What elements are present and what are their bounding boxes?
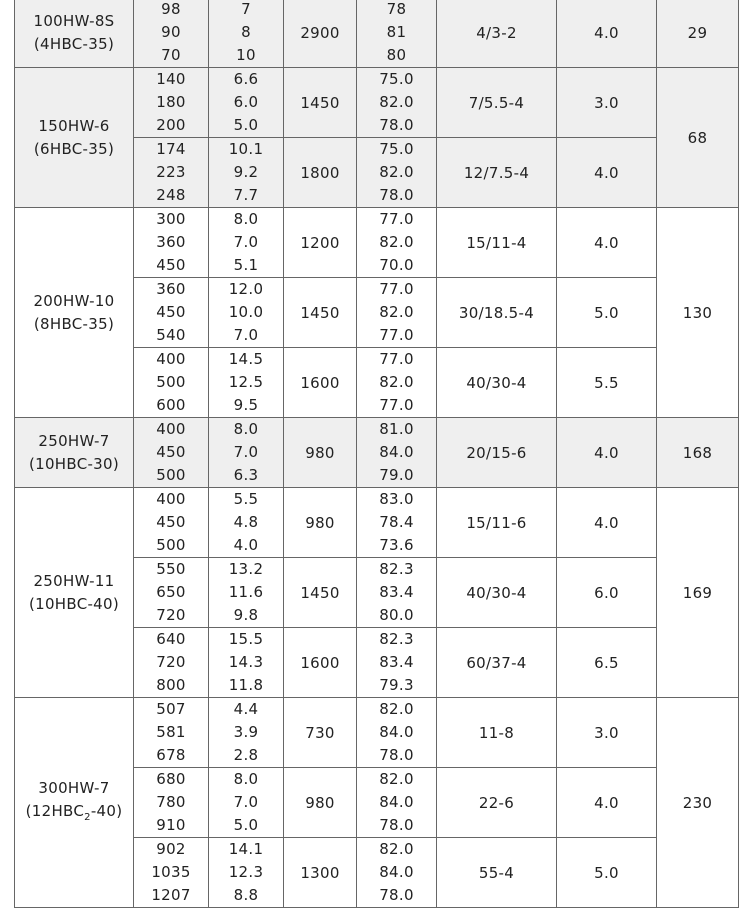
efficiency-cell-value: 79.3 xyxy=(379,676,414,694)
head-cell-value: 6.3 xyxy=(233,466,259,484)
flow-cell-value: 500 xyxy=(156,536,186,554)
motor-power-cell: 30/18.5-4 xyxy=(437,278,557,348)
efficiency-cell-value: 75.0 xyxy=(379,70,414,88)
table-row xyxy=(15,698,739,768)
efficiency-cell-value: 82.0 xyxy=(379,93,414,111)
weight-cell: 130 xyxy=(657,208,739,418)
flow-cell xyxy=(134,768,209,838)
model-cell xyxy=(15,698,134,908)
head-cell xyxy=(209,68,284,138)
model-alt-name: (8HBC-35) xyxy=(33,314,115,333)
motor-power-cell: 11-8 xyxy=(437,698,557,768)
efficiency-cell-value: 80 xyxy=(386,46,407,64)
weight-cell: 29 xyxy=(657,0,739,68)
flow-cell-value: 902 xyxy=(156,840,186,858)
head-cell xyxy=(209,698,284,768)
efficiency-cell-value: 81.0 xyxy=(379,420,414,438)
head-cell-value: 6.0 xyxy=(233,93,259,111)
npsh-cell: 5.0 xyxy=(557,838,657,908)
flow-cell-value: 720 xyxy=(156,653,186,671)
speed-cell: 1600 xyxy=(284,348,357,418)
flow-cell xyxy=(134,348,209,418)
efficiency-cell xyxy=(357,488,437,558)
flow-cell-value: 450 xyxy=(156,303,186,321)
efficiency-cell-value: 82.3 xyxy=(379,630,414,648)
speed-cell: 1200 xyxy=(284,208,357,278)
npsh-cell: 4.0 xyxy=(557,208,657,278)
npsh-cell: 4.0 xyxy=(557,488,657,558)
flow-cell-value: 360 xyxy=(156,280,186,298)
head-cell-value: 5.1 xyxy=(233,256,259,274)
head-cell-value: 8.0 xyxy=(233,210,259,228)
flow-cell xyxy=(134,418,209,488)
flow-cell-value: 450 xyxy=(156,443,186,461)
efficiency-cell-value: 82.0 xyxy=(379,163,414,181)
flow-cell-value: 300 xyxy=(156,210,186,228)
head-cell-value: 5.5 xyxy=(233,490,259,508)
efficiency-cell-value: 83.4 xyxy=(379,583,414,601)
flow-cell xyxy=(134,698,209,768)
efficiency-cell-value: 82.3 xyxy=(379,560,414,578)
head-cell-value: 4.0 xyxy=(233,536,259,554)
head-cell-value: 13.2 xyxy=(228,560,264,578)
npsh-cell: 4.0 xyxy=(557,0,657,68)
efficiency-cell-value: 75.0 xyxy=(379,140,414,158)
model-name: 250HW-11 xyxy=(33,571,115,590)
flow-cell-value: 680 xyxy=(156,770,186,788)
efficiency-cell xyxy=(357,838,437,908)
npsh-cell: 4.0 xyxy=(557,768,657,838)
model-alt-name: (10HBC-40) xyxy=(28,594,120,613)
speed-cell: 1800 xyxy=(284,138,357,208)
efficiency-cell-value: 84.0 xyxy=(379,863,414,881)
efficiency-cell-value: 73.6 xyxy=(379,536,414,554)
model-alt-name: (10HBC-30) xyxy=(28,454,120,473)
npsh-cell: 3.0 xyxy=(557,68,657,138)
model-name: 250HW-7 xyxy=(38,431,110,450)
flow-cell-value: 500 xyxy=(156,466,186,484)
flow-cell-value: 910 xyxy=(156,816,186,834)
efficiency-cell-value: 81 xyxy=(386,23,407,41)
efficiency-cell-value: 77.0 xyxy=(379,280,414,298)
flow-cell-value: 720 xyxy=(156,606,186,624)
head-cell xyxy=(209,348,284,418)
efficiency-cell-value: 82.0 xyxy=(379,770,414,788)
efficiency-cell-value: 78.0 xyxy=(379,186,414,204)
flow-cell-value: 200 xyxy=(156,116,186,134)
flow-cell-value: 650 xyxy=(156,583,186,601)
flow-cell-value: 70 xyxy=(161,46,181,64)
head-cell-value: 11.6 xyxy=(228,583,264,601)
flow-cell-value: 640 xyxy=(156,630,186,648)
model-cell xyxy=(15,68,134,208)
npsh-cell: 6.5 xyxy=(557,628,657,698)
speed-cell: 2900 xyxy=(284,0,357,68)
weight-cell: 68 xyxy=(657,68,739,208)
efficiency-cell-value: 78 xyxy=(386,0,407,18)
head-cell xyxy=(209,208,284,278)
flow-cell-value: 400 xyxy=(156,350,186,368)
model-cell xyxy=(15,418,134,488)
weight-cell: 168 xyxy=(657,418,739,488)
efficiency-cell-value: 77.0 xyxy=(379,326,414,344)
head-cell xyxy=(209,278,284,348)
motor-power-cell: 7/5.5-4 xyxy=(437,68,557,138)
head-cell-value: 8 xyxy=(241,23,251,41)
motor-power-cell: 12/7.5-4 xyxy=(437,138,557,208)
speed-cell: 1300 xyxy=(284,838,357,908)
flow-cell xyxy=(134,838,209,908)
efficiency-cell-value: 83.4 xyxy=(379,653,414,671)
head-cell xyxy=(209,628,284,698)
efficiency-cell-value: 82.0 xyxy=(379,303,414,321)
efficiency-cell xyxy=(357,628,437,698)
efficiency-cell xyxy=(357,768,437,838)
motor-power-cell: 55-4 xyxy=(437,838,557,908)
flow-cell-value: 581 xyxy=(156,723,186,741)
head-cell-value: 8.8 xyxy=(233,886,259,904)
head-cell-value: 12.5 xyxy=(228,373,264,391)
motor-power-cell: 15/11-6 xyxy=(437,488,557,558)
flow-cell xyxy=(134,488,209,558)
weight-cell: 169 xyxy=(657,488,739,698)
model-name: 200HW-10 xyxy=(33,291,115,310)
flow-cell-value: 174 xyxy=(156,140,186,158)
head-cell xyxy=(209,768,284,838)
flow-cell xyxy=(134,138,209,208)
flow-cell-value: 140 xyxy=(156,70,186,88)
head-cell-value: 3.9 xyxy=(233,723,259,741)
flow-cell-value: 507 xyxy=(156,700,186,718)
head-cell-value: 5.0 xyxy=(233,816,259,834)
flow-cell-value: 450 xyxy=(156,513,186,531)
head-cell-value: 7.7 xyxy=(233,186,259,204)
head-cell-value: 6.6 xyxy=(233,70,259,88)
flow-cell xyxy=(134,278,209,348)
npsh-cell: 3.0 xyxy=(557,698,657,768)
flow-cell-value: 360 xyxy=(156,233,186,251)
motor-power-cell: 40/30-4 xyxy=(437,348,557,418)
efficiency-cell-value: 83.0 xyxy=(379,490,414,508)
efficiency-cell xyxy=(357,348,437,418)
efficiency-cell-value: 82.0 xyxy=(379,700,414,718)
efficiency-cell xyxy=(357,0,437,68)
npsh-cell: 5.0 xyxy=(557,278,657,348)
model-alt-name: (6HBC-35) xyxy=(33,139,115,158)
head-cell-value: 8.0 xyxy=(233,770,259,788)
head-cell xyxy=(209,418,284,488)
head-cell-value: 2.8 xyxy=(233,746,259,764)
flow-cell xyxy=(134,68,209,138)
head-cell-value: 7.0 xyxy=(233,793,259,811)
efficiency-cell-value: 77.0 xyxy=(379,396,414,414)
table-row xyxy=(15,0,739,68)
motor-power-cell: 40/30-4 xyxy=(437,558,557,628)
flow-cell-value: 678 xyxy=(156,746,186,764)
efficiency-cell-value: 82.0 xyxy=(379,233,414,251)
model-cell xyxy=(15,208,134,418)
table-row xyxy=(15,208,739,278)
head-cell-value: 15.5 xyxy=(228,630,264,648)
flow-cell-value: 500 xyxy=(156,373,186,391)
model-alt-name: $(12HBC_2-40)$ xyxy=(25,801,123,823)
model-alt-name: (4HBC-35) xyxy=(33,34,115,53)
head-cell-value: 10.1 xyxy=(228,140,264,158)
speed-cell: 980 xyxy=(284,488,357,558)
flow-cell-value: 550 xyxy=(156,560,186,578)
efficiency-cell-value: 84.0 xyxy=(379,723,414,741)
head-cell-value: 5.0 xyxy=(233,116,259,134)
speed-cell: 1450 xyxy=(284,558,357,628)
efficiency-cell-value: 77.0 xyxy=(379,350,414,368)
efficiency-cell-value: 82.0 xyxy=(379,373,414,391)
flow-cell-value: 780 xyxy=(156,793,186,811)
head-cell-value: 9.5 xyxy=(233,396,259,414)
flow-cell-value: 90 xyxy=(161,23,181,41)
head-cell xyxy=(209,558,284,628)
head-cell xyxy=(209,838,284,908)
model-cell xyxy=(15,488,134,698)
efficiency-cell xyxy=(357,278,437,348)
motor-power-cell: 15/11-4 xyxy=(437,208,557,278)
head-cell-value: 14.5 xyxy=(228,350,264,368)
model-name: 300HW-7 xyxy=(38,778,110,797)
flow-cell-value: 450 xyxy=(156,256,186,274)
efficiency-cell xyxy=(357,208,437,278)
pump-spec-table xyxy=(14,0,739,908)
efficiency-cell-value: 84.0 xyxy=(379,443,414,461)
head-cell-value: 12.3 xyxy=(228,863,264,881)
weight-cell: 230 xyxy=(657,698,739,908)
flow-cell-value: 1207 xyxy=(151,886,191,904)
efficiency-cell-value: 77.0 xyxy=(379,210,414,228)
head-cell-value: 4.8 xyxy=(233,513,259,531)
motor-power-cell: 60/37-4 xyxy=(437,628,557,698)
flow-cell-value: 223 xyxy=(156,163,186,181)
flow-cell xyxy=(134,558,209,628)
efficiency-cell xyxy=(357,698,437,768)
efficiency-cell xyxy=(357,418,437,488)
head-cell-value: 12.0 xyxy=(228,280,264,298)
head-cell-value: 9.8 xyxy=(233,606,259,624)
efficiency-cell-value: 78.0 xyxy=(379,746,414,764)
head-cell xyxy=(209,488,284,558)
model-name: 100HW-8S xyxy=(33,11,115,30)
npsh-cell: 4.0 xyxy=(557,138,657,208)
efficiency-cell xyxy=(357,558,437,628)
flow-cell-value: 540 xyxy=(156,326,186,344)
flow-cell-value: 98 xyxy=(161,0,181,18)
npsh-cell: 5.5 xyxy=(557,348,657,418)
efficiency-cell-value: 78.4 xyxy=(379,513,414,531)
flow-cell-value: 600 xyxy=(156,396,186,414)
motor-power-cell: 20/15-6 xyxy=(437,418,557,488)
efficiency-cell-value: 78.0 xyxy=(379,116,414,134)
flow-cell-value: 400 xyxy=(156,490,186,508)
head-cell xyxy=(209,0,284,68)
speed-cell: 1450 xyxy=(284,278,357,348)
efficiency-cell-value: 78.0 xyxy=(379,816,414,834)
motor-power-cell: 22-6 xyxy=(437,768,557,838)
flow-cell-value: 800 xyxy=(156,676,186,694)
speed-cell: 1600 xyxy=(284,628,357,698)
efficiency-cell-value: 79.0 xyxy=(379,466,414,484)
efficiency-cell xyxy=(357,138,437,208)
flow-cell-value: 1035 xyxy=(151,863,191,881)
head-cell xyxy=(209,138,284,208)
head-cell-value: 8.0 xyxy=(233,420,259,438)
flow-cell xyxy=(134,208,209,278)
head-cell-value: 14.3 xyxy=(228,653,264,671)
speed-cell: 730 xyxy=(284,698,357,768)
speed-cell: 980 xyxy=(284,418,357,488)
flow-cell xyxy=(134,628,209,698)
table-row xyxy=(15,418,739,488)
head-cell-value: 10 xyxy=(236,46,256,64)
head-cell-value: 7.0 xyxy=(233,233,259,251)
efficiency-cell-value: 84.0 xyxy=(379,793,414,811)
table-row xyxy=(15,68,739,138)
speed-cell: 980 xyxy=(284,768,357,838)
npsh-cell: 4.0 xyxy=(557,418,657,488)
head-cell-value: 10.0 xyxy=(228,303,264,321)
head-cell-value: 7.0 xyxy=(233,326,259,344)
head-cell-value: 7 xyxy=(241,0,251,18)
efficiency-cell-value: 80.0 xyxy=(379,606,414,624)
head-cell-value: 14.1 xyxy=(228,840,264,858)
flow-cell-value: 400 xyxy=(156,420,186,438)
model-cell xyxy=(15,0,134,68)
efficiency-cell-value: 78.0 xyxy=(379,886,414,904)
head-cell-value: 11.8 xyxy=(228,676,264,694)
flow-cell-value: 248 xyxy=(156,186,186,204)
motor-power-cell: 4/3-2 xyxy=(437,0,557,68)
efficiency-cell-value: 70.0 xyxy=(379,256,414,274)
flow-cell xyxy=(134,0,209,68)
speed-cell: 1450 xyxy=(284,68,357,138)
head-cell-value: 9.2 xyxy=(233,163,259,181)
efficiency-cell-value: 82.0 xyxy=(379,840,414,858)
flow-cell-value: 180 xyxy=(156,93,186,111)
npsh-cell: 6.0 xyxy=(557,558,657,628)
efficiency-cell xyxy=(357,68,437,138)
model-name: 150HW-6 xyxy=(38,116,110,135)
table-row xyxy=(15,488,739,558)
head-cell-value: 7.0 xyxy=(233,443,259,461)
head-cell-value: 4.4 xyxy=(233,700,259,718)
